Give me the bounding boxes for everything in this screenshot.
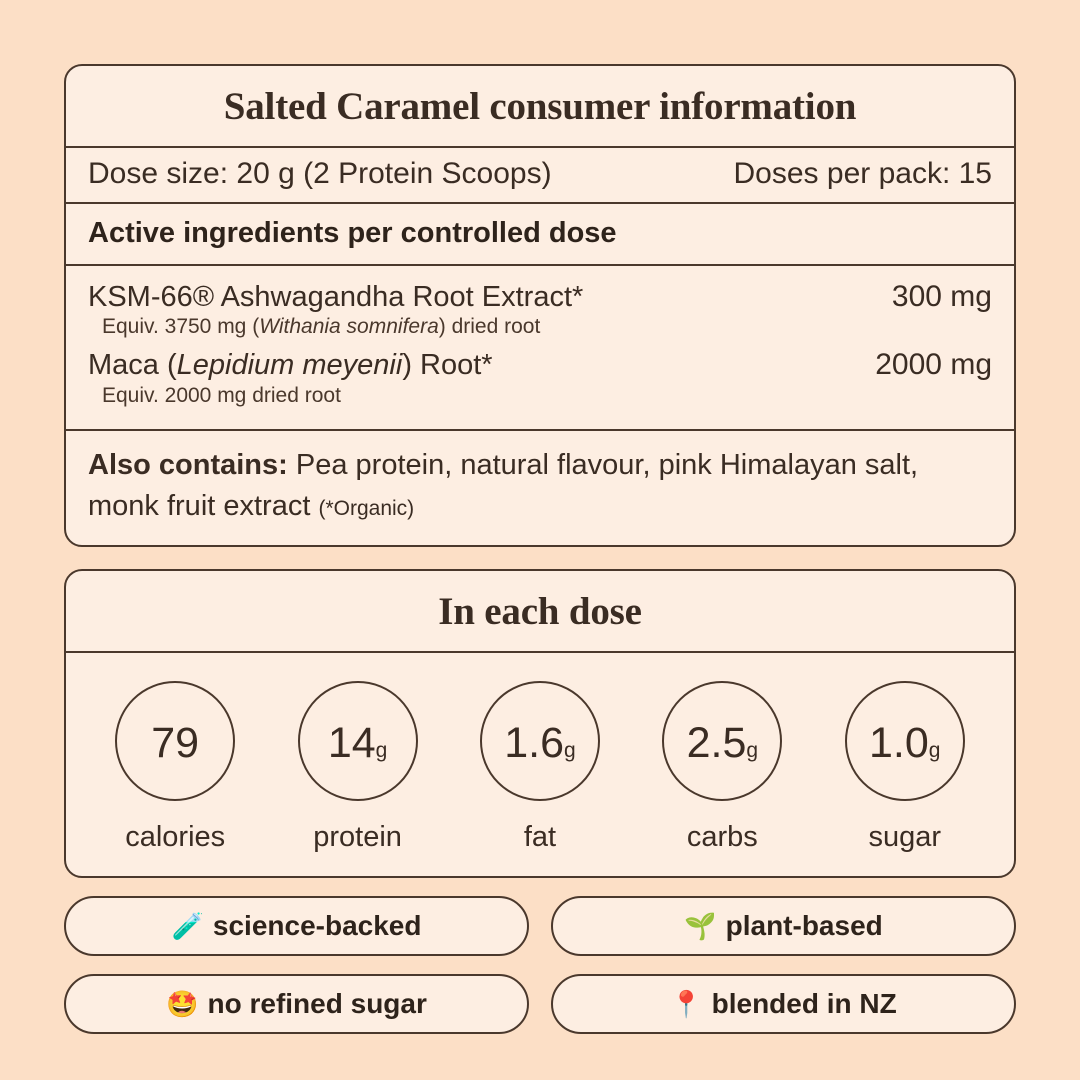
nutrient-circle bbox=[115, 681, 235, 801]
dose-size-label: Dose size: 20 g (2 Protein Scoops) bbox=[88, 157, 552, 190]
badge-label: blended in NZ bbox=[711, 988, 897, 1020]
badge-label: plant-based bbox=[725, 910, 883, 942]
consumer-information-panel bbox=[64, 64, 1016, 547]
badge-plant-based bbox=[551, 896, 1016, 956]
nutrient-label: carbs bbox=[686, 821, 758, 854]
nutrient-unit: g bbox=[375, 739, 388, 763]
nutrient-item-carbs bbox=[636, 681, 808, 854]
also-contains-label: Also contains: bbox=[88, 448, 288, 481]
in-each-dose-panel bbox=[64, 569, 1016, 878]
ingredients-list bbox=[66, 266, 1014, 431]
ingredient-amount: 300 mg bbox=[891, 280, 992, 313]
nutrient-circles bbox=[66, 653, 1014, 876]
nutrient-value: 2.5 bbox=[686, 719, 747, 768]
page-title: Salted Caramel consumer information bbox=[66, 66, 1014, 148]
also-contains-text: Pea protein, natural flavour, pink Himalayan salt, monk fruit extract bbox=[88, 448, 919, 522]
feature-badges bbox=[64, 896, 1016, 1034]
badge-no-refined-sugar bbox=[64, 974, 529, 1034]
nutrient-item-fat bbox=[454, 681, 626, 854]
ingredient-name-prefix: Maca ( bbox=[88, 349, 177, 382]
nutrient-value: 1.0 bbox=[869, 719, 929, 768]
badge-label: science-backed bbox=[212, 910, 422, 942]
also-contains-row bbox=[66, 431, 1014, 545]
nutrient-circle bbox=[298, 681, 418, 801]
seedling-icon: 🌱 bbox=[684, 911, 717, 942]
nutrient-value: 1.6 bbox=[504, 719, 565, 768]
active-ingredients-heading: Active ingredients per controlled dose bbox=[66, 204, 1014, 266]
nutrient-unit: g bbox=[746, 739, 759, 763]
test-tube-icon: 🧪 bbox=[171, 911, 204, 942]
star-struck-icon: 🤩 bbox=[166, 989, 199, 1020]
nutrient-label: protein bbox=[313, 821, 402, 854]
nutrient-item-sugar bbox=[819, 681, 991, 854]
nutrient-circle bbox=[662, 681, 782, 801]
organic-note: (*Organic) bbox=[318, 496, 415, 520]
nutrient-value: 14 bbox=[327, 719, 376, 768]
badge-science-backed bbox=[64, 896, 529, 956]
nutrient-value: 79 bbox=[151, 719, 200, 768]
nutrient-label: sugar bbox=[868, 821, 942, 854]
doses-per-pack-label: Doses per pack: 15 bbox=[733, 157, 992, 190]
ingredient-botanical-name: Lepidium meyenii bbox=[176, 349, 403, 382]
ingredient-name bbox=[88, 347, 875, 384]
nutrient-label: fat bbox=[523, 821, 557, 854]
nutrient-circle bbox=[480, 681, 600, 801]
ingredient-name-suffix: ) Root* bbox=[402, 349, 493, 382]
equiv-prefix: Equiv. 3750 mg ( bbox=[102, 315, 260, 339]
badge-label: no refined sugar bbox=[207, 988, 427, 1020]
nutrient-label: calories bbox=[125, 821, 226, 854]
equiv-suffix: ) dried root bbox=[438, 315, 541, 339]
pin-icon: 📍 bbox=[670, 989, 703, 1020]
ingredient-row bbox=[88, 346, 992, 384]
nutrient-unit: g bbox=[928, 739, 941, 763]
nutrient-item-protein bbox=[272, 681, 444, 854]
ingredient-equivalence: Equiv. 2000 mg dried root bbox=[102, 383, 341, 407]
ingredient-amount: 2000 mg bbox=[875, 348, 992, 382]
badge-blended-in-nz bbox=[551, 974, 1016, 1034]
in-each-dose-title: In each dose bbox=[66, 571, 1014, 653]
nutrient-item-calories bbox=[89, 681, 261, 854]
ingredient-equivalence bbox=[88, 315, 992, 339]
ingredient-name: KSM-66® Ashwagandha Root Extract* bbox=[88, 281, 584, 313]
ingredient-row bbox=[88, 278, 992, 316]
nutrient-unit: g bbox=[564, 739, 576, 763]
nutrient-circle bbox=[845, 681, 965, 801]
dose-summary-row bbox=[66, 148, 1014, 204]
equiv-botanical-name: Withania somnifera bbox=[259, 315, 439, 339]
